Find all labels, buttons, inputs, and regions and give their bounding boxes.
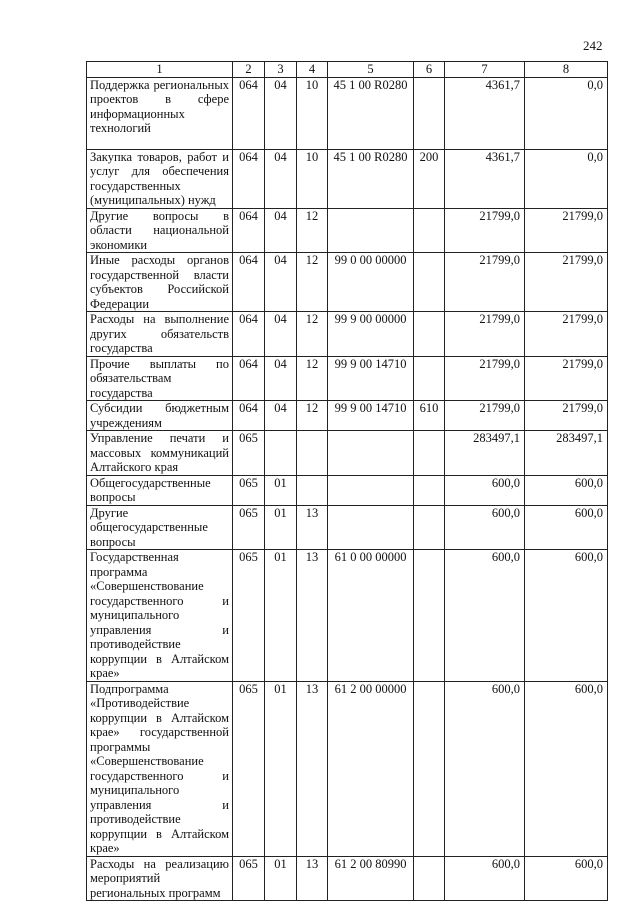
subsection-code: 13 (297, 550, 328, 682)
target-article-code: 45 1 00 R0280 (328, 77, 414, 149)
row-name: Расходы на выполнение других обязательств государства (87, 312, 233, 357)
section-code: 04 (265, 401, 297, 431)
row-name: Другие вопросы в области национальной экономики (87, 208, 233, 253)
target-article-code (328, 208, 414, 253)
column-header: 1 (87, 62, 233, 78)
subsection-code: 13 (297, 505, 328, 550)
amount-column-8: 600,0 (525, 856, 608, 901)
ministry-code: 064 (233, 208, 265, 253)
subsection-code: 12 (297, 253, 328, 312)
subsection-code (297, 475, 328, 505)
section-code: 04 (265, 356, 297, 401)
amount-column-8: 0,0 (525, 77, 608, 149)
amount-column-8: 21799,0 (525, 208, 608, 253)
section-code: 01 (265, 550, 297, 682)
ministry-code: 064 (233, 253, 265, 312)
row-name: Общегосударственные вопросы (87, 475, 233, 505)
subsection-code: 13 (297, 681, 328, 856)
page-number: 242 (583, 38, 603, 53)
ministry-code: 064 (233, 149, 265, 208)
amount-column-7: 4361,7 (445, 77, 525, 149)
amount-column-8: 600,0 (525, 505, 608, 550)
table-row (87, 550, 608, 682)
expense-type-code (414, 431, 445, 476)
amount-column-7: 600,0 (445, 505, 525, 550)
row-name: Управление печати и массовых коммуникаций Алтайского края (87, 431, 233, 476)
column-header: 3 (265, 62, 297, 78)
amount-column-7: 600,0 (445, 681, 525, 856)
subsection-code: 12 (297, 208, 328, 253)
amount-column-7: 21799,0 (445, 356, 525, 401)
table-row (87, 77, 608, 149)
column-header: 6 (414, 62, 445, 78)
row-name: Закупка товаров, работ и услуг для обеспечения государственных (муниципальных) нужд (87, 149, 233, 208)
subsection-code (297, 431, 328, 476)
ministry-code: 064 (233, 77, 265, 149)
ministry-code: 064 (233, 312, 265, 357)
ministry-code: 065 (233, 475, 265, 505)
table-row (87, 208, 608, 253)
target-article-code (328, 431, 414, 476)
section-code: 01 (265, 681, 297, 856)
subsection-code: 12 (297, 401, 328, 431)
amount-column-8: 0,0 (525, 149, 608, 208)
section-code: 04 (265, 312, 297, 357)
row-name: Субсидии бюджетным учреждениям (87, 401, 233, 431)
ministry-code: 064 (233, 401, 265, 431)
section-code: 01 (265, 856, 297, 901)
amount-column-8: 21799,0 (525, 401, 608, 431)
amount-column-8: 21799,0 (525, 253, 608, 312)
expense-type-code: 200 (414, 149, 445, 208)
amount-column-7: 4361,7 (445, 149, 525, 208)
table-row (87, 856, 608, 901)
expense-type-code (414, 312, 445, 357)
amount-column-8: 600,0 (525, 550, 608, 682)
table-row (87, 475, 608, 505)
subsection-code: 10 (297, 149, 328, 208)
row-name: Прочие выплаты по обязательствам государства (87, 356, 233, 401)
subsection-code: 12 (297, 356, 328, 401)
subsection-code: 12 (297, 312, 328, 357)
column-header: 7 (445, 62, 525, 78)
section-code (265, 431, 297, 476)
column-header: 5 (328, 62, 414, 78)
ministry-code: 065 (233, 681, 265, 856)
column-header: 8 (525, 62, 608, 78)
table-row (87, 149, 608, 208)
amount-column-7: 21799,0 (445, 401, 525, 431)
amount-column-7: 600,0 (445, 475, 525, 505)
amount-column-8: 21799,0 (525, 356, 608, 401)
amount-column-7: 21799,0 (445, 208, 525, 253)
table-row (87, 431, 608, 476)
ministry-code: 065 (233, 431, 265, 476)
subsection-code: 13 (297, 856, 328, 901)
amount-column-7: 600,0 (445, 856, 525, 901)
table-row (87, 312, 608, 357)
expense-type-code (414, 253, 445, 312)
amount-column-7: 283497,1 (445, 431, 525, 476)
column-header: 2 (233, 62, 265, 78)
amount-column-7: 600,0 (445, 550, 525, 682)
target-article-code: 61 0 00 00000 (328, 550, 414, 682)
target-article-code: 61 2 00 00000 (328, 681, 414, 856)
amount-column-8: 21799,0 (525, 312, 608, 357)
expense-type-code (414, 475, 445, 505)
target-article-code: 99 9 00 14710 (328, 356, 414, 401)
table-row (87, 356, 608, 401)
ministry-code: 065 (233, 856, 265, 901)
column-header: 4 (297, 62, 328, 78)
ministry-code: 065 (233, 505, 265, 550)
expense-type-code (414, 356, 445, 401)
row-name: Расходы на реализацию мероприятий региональных программ (87, 856, 233, 901)
ministry-code: 064 (233, 356, 265, 401)
table-header-row (87, 62, 608, 78)
target-article-code: 61 2 00 80990 (328, 856, 414, 901)
target-article-code: 45 1 00 R0280 (328, 149, 414, 208)
expense-type-code (414, 77, 445, 149)
section-code: 04 (265, 77, 297, 149)
expense-type-code (414, 681, 445, 856)
section-code: 01 (265, 475, 297, 505)
section-code: 04 (265, 208, 297, 253)
budget-table (86, 61, 608, 901)
subsection-code: 10 (297, 77, 328, 149)
target-article-code: 99 0 00 00000 (328, 253, 414, 312)
row-name: Другие общегосударственные вопросы (87, 505, 233, 550)
row-name: Государственная программа «Совершенствование государственного и муниципального управления и противодействие коррупции в Алтайском крае» (87, 550, 233, 682)
section-code: 01 (265, 505, 297, 550)
row-name: Подпрограмма «Противодействие коррупции в Алтайском крае» государственной программы «Совершенствование государственного и муниципального управления и противодействие коррупции в Алтайском крае» (87, 681, 233, 856)
expense-type-code (414, 505, 445, 550)
amount-column-8: 600,0 (525, 681, 608, 856)
table-row (87, 505, 608, 550)
section-code: 04 (265, 149, 297, 208)
amount-column-7: 21799,0 (445, 253, 525, 312)
table-row (87, 681, 608, 856)
row-name: Иные расходы органов государственной власти субъектов Российской Федерации (87, 253, 233, 312)
amount-column-7: 21799,0 (445, 312, 525, 357)
target-article-code: 99 9 00 14710 (328, 401, 414, 431)
table-row (87, 253, 608, 312)
target-article-code (328, 475, 414, 505)
amount-column-8: 600,0 (525, 475, 608, 505)
section-code: 04 (265, 253, 297, 312)
expense-type-code: 610 (414, 401, 445, 431)
target-article-code (328, 505, 414, 550)
amount-column-8: 283497,1 (525, 431, 608, 476)
row-name: Поддержка региональных проектов в сфере информационных технологий (87, 77, 233, 149)
expense-type-code (414, 208, 445, 253)
target-article-code: 99 9 00 00000 (328, 312, 414, 357)
table-row (87, 401, 608, 431)
expense-type-code (414, 856, 445, 901)
ministry-code: 065 (233, 550, 265, 682)
expense-type-code (414, 550, 445, 682)
